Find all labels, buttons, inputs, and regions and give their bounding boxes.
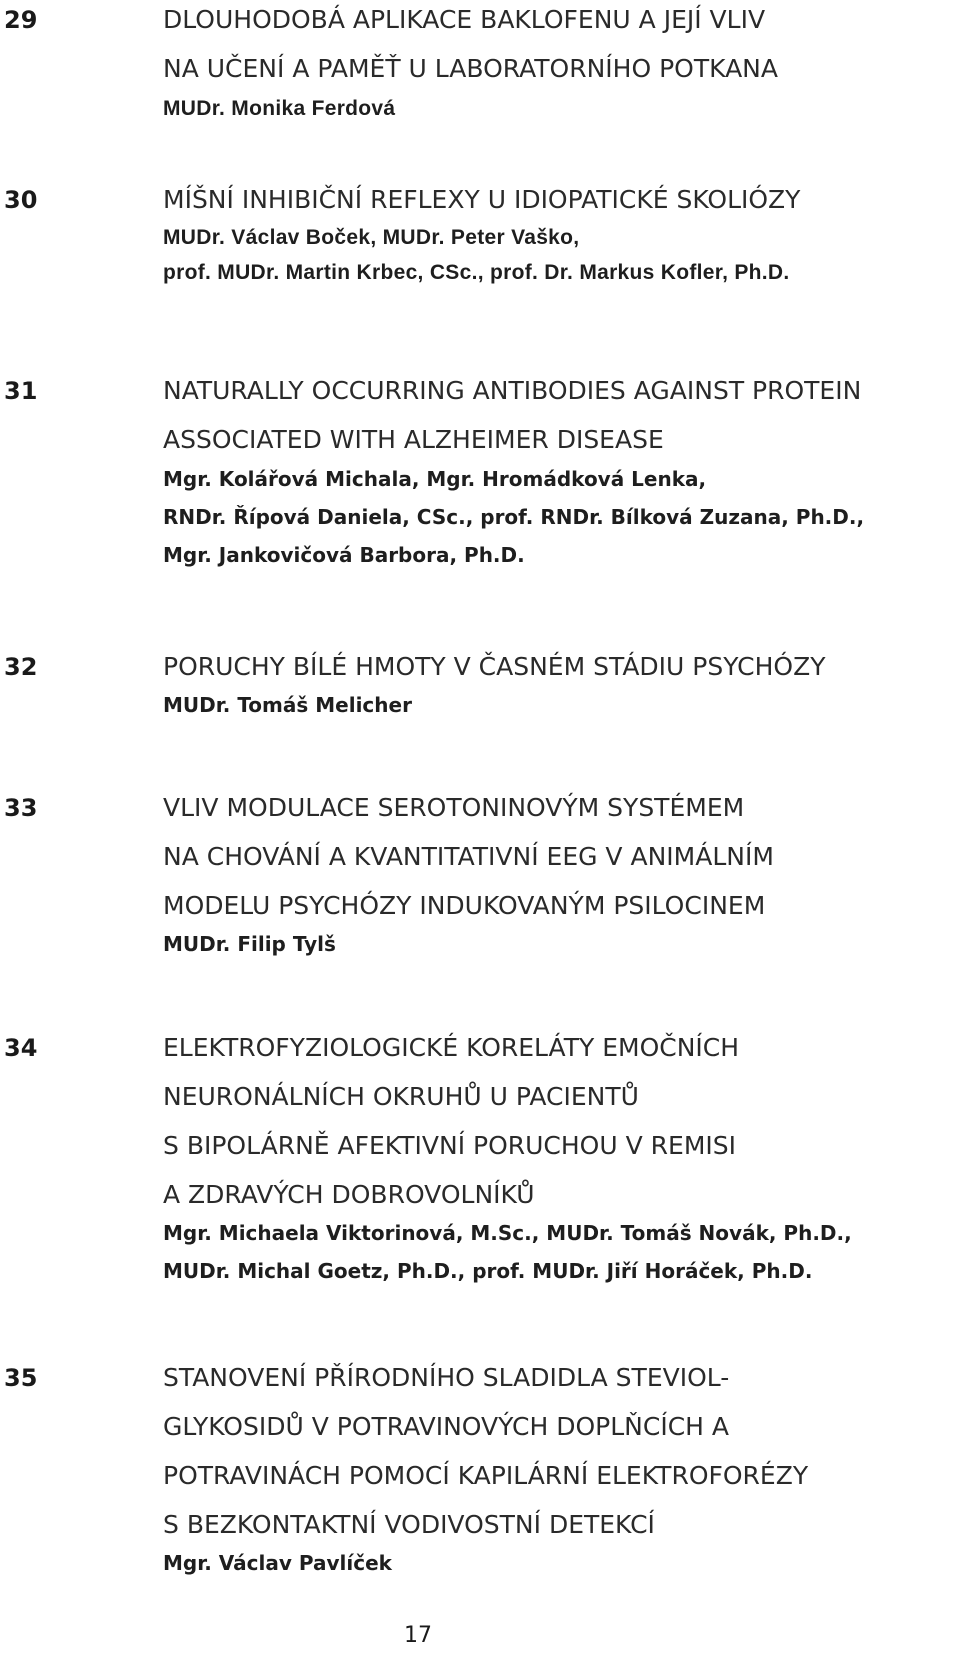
entry-title-line: S BIPOLÁRNĚ AFEKTIVNÍ PORUCHOU V REMISI	[163, 1131, 737, 1160]
entry-title-line: STANOVENÍ PŘÍRODNÍHO SLADIDLA STEVIOL-	[163, 1363, 730, 1392]
entry-author-line: Mgr. Václav Pavlíček	[163, 1551, 392, 1575]
entry-author-line: MUDr. Monika Ferdová	[163, 97, 396, 120]
entry-title-line: ELEKTROFYZIOLOGICKÉ KORELÁTY EMOČNÍCH	[163, 1033, 740, 1062]
entry-title-line: VLIV MODULACE SEROTONINOVÝM SYSTÉMEM	[163, 793, 745, 822]
entry-title-line: ASSOCIATED WITH ALZHEIMER DISEASE	[163, 425, 664, 454]
entry-body	[163, 1034, 953, 1299]
entry-author-line: Mgr. Michaela Viktorinová, M.Sc., MUDr. Tomáš Novák, Ph.D.,	[163, 1221, 852, 1245]
entry-author-line: MUDr. Tomáš Melicher	[163, 693, 412, 717]
entry-body	[163, 1364, 953, 1591]
entry-title-line: MODELU PSYCHÓZY INDUKOVANÝM PSILOCINEM	[163, 891, 766, 920]
entry-title-line: PORUCHY BÍLÉ HMOTY V ČASNÉM STÁDIU PSYCHÓZY	[163, 652, 826, 681]
entry-body	[163, 377, 953, 583]
entry-author-line: Mgr. Kolářová Michala, Mgr. Hromádková Lenka,	[163, 467, 707, 491]
entry-title-line: S BEZKONTAKTNÍ VODIVOSTNÍ DETEKCÍ	[163, 1510, 655, 1539]
entry-title-line: NA UČENÍ A PAMĚŤ U LABORATORNÍHO POTKANA	[163, 54, 778, 83]
entry-author-line: MUDr. Václav Boček, MUDr. Peter Vaško,	[163, 226, 580, 249]
entry-title-line: NATURALLY OCCURRING ANTIBODIES AGAINST PROTEIN	[163, 376, 862, 405]
entry-body	[163, 794, 953, 972]
entry-body	[163, 653, 953, 733]
entry-number: 31	[4, 377, 38, 405]
entry-title-line: DLOUHODOBÁ APLIKACE BAKLOFENU A JEJÍ VLIV	[163, 5, 766, 34]
entry-number: 34	[4, 1034, 38, 1062]
entry-title-line: NA CHOVÁNÍ A KVANTITATIVNÍ EEG V ANIMÁLNÍM	[163, 842, 774, 871]
entry-author-line: MUDr. Filip Tylš	[163, 932, 336, 956]
entry-number: 30	[4, 186, 38, 214]
entry-title-line: MÍŠNÍ INHIBIČNÍ REFLEXY U IDIOPATICKÉ SKOLIÓZY	[163, 185, 801, 214]
page-number: 17	[404, 1623, 432, 1648]
entry-number: 35	[4, 1364, 38, 1392]
entry-author-line: prof. MUDr. Martin Krbec, CSc., prof. Dr. Markus Kofler, Ph.D.	[163, 261, 790, 284]
entry-author-line: MUDr. Michal Goetz, Ph.D., prof. MUDr. Jiří Horáček, Ph.D.	[163, 1259, 813, 1283]
entry-title-line: POTRAVINÁCH POMOCÍ KAPILÁRNÍ ELEKTROFORÉZY	[163, 1461, 809, 1490]
entry-number: 29	[4, 6, 38, 34]
entry-body	[163, 186, 953, 301]
entry-title-line: NEURONÁLNÍCH OKRUHŮ U PACIENTŮ	[163, 1082, 639, 1111]
entry-title-line: GLYKOSIDŮ V POTRAVINOVÝCH DOPLŇCÍCH A	[163, 1412, 730, 1441]
entry-author-line: Mgr. Jankovičová Barbora, Ph.D.	[163, 543, 525, 567]
entry-author-line: RNDr. Řípová Daniela, CSc., prof. RNDr. Bílková Zuzana, Ph.D.,	[163, 505, 865, 529]
entry-number: 32	[4, 653, 38, 681]
entry-body	[163, 6, 953, 137]
entry-number: 33	[4, 794, 38, 822]
entry-title-line: A ZDRAVÝCH DOBROVOLNÍKŮ	[163, 1180, 535, 1209]
